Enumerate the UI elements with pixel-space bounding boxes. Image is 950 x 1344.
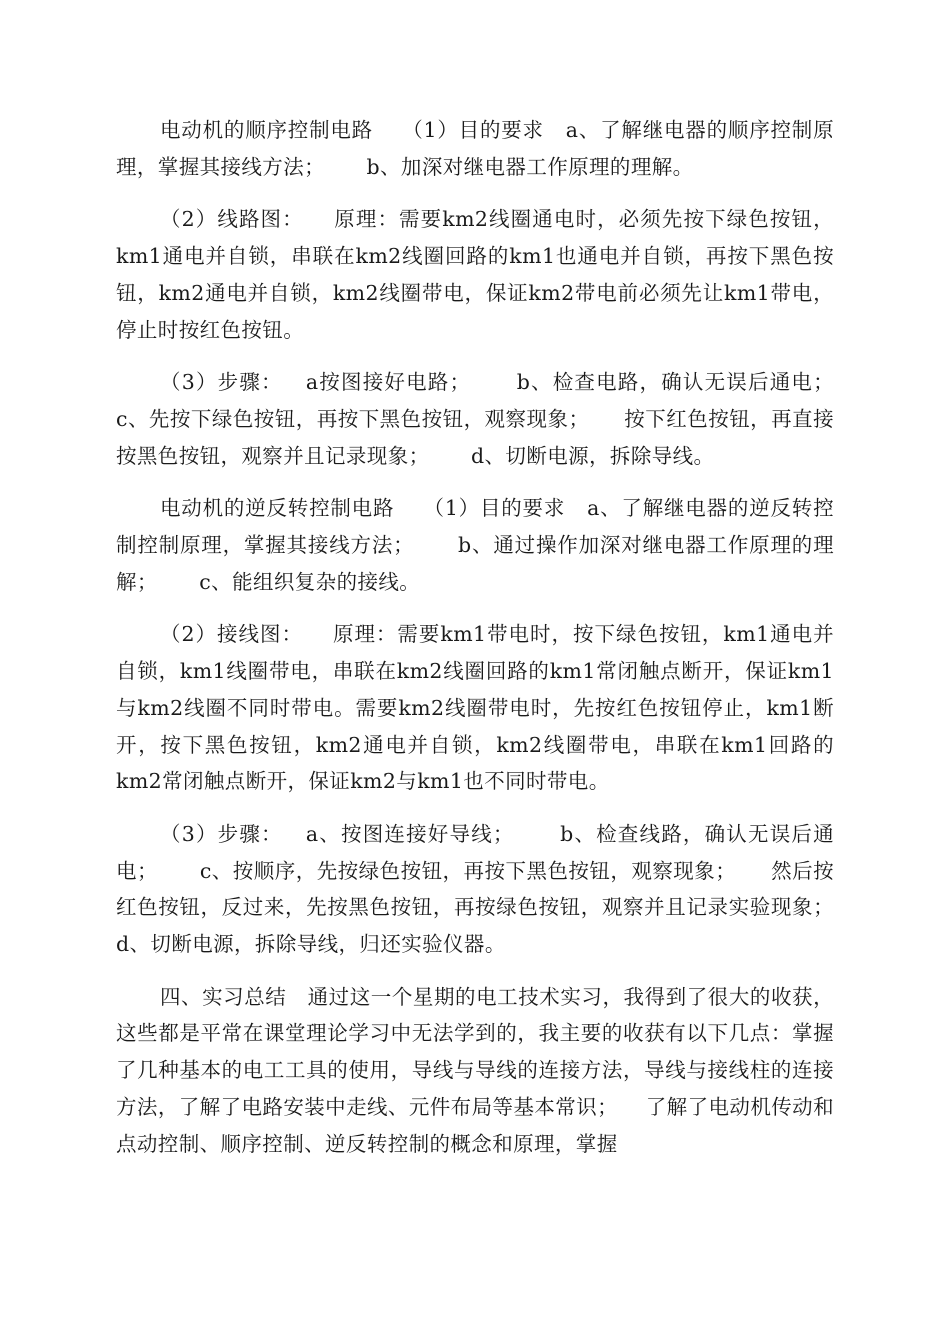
- paragraph-sequence-control-goals: 电动机的顺序控制电路 （1）目的要求 a、了解继电器的顺序控制原理，掌握其接线方法； b、加深对继电器工作原理的理解。: [116, 118, 834, 179]
- paragraph-reverse-control-goals: 电动机的逆反转控制电路 （1）目的要求 a、了解继电器的逆反转控制控制原理，掌握其接线方法； b、通过操作加深对继电器工作原理的理解； c、能组织复杂的接线。: [116, 496, 834, 594]
- paragraph-internship-summary: 四、实习总结 通过这一个星期的电工技术实习，我得到了很大的收获，这些都是平常在课堂理论学习中无法学到的，我主要的收获有以下几点：掌握了几种基本的电工工具的使用，导线与导线的连接方法，导线与接线柱的连接方法，了解了电路安装中走线、元件布局等基本常识； 了解了电动机传动和点动控制、顺序控制、逆反转控制的概念和原理，掌握: [116, 984, 834, 1156]
- paragraph-reverse-control-steps: （3）步骤： a、按图连接好导线； b、检查线路，确认无误后通电； c、按顺序，先按绿色按钮，再按下黑色按钮，观察现象； 然后按红色按钮，反过来，先按黑色按钮，再按绿色按钮，观察并且记录实验现象； d、切断电源，拆除导线，归还实验仪器。: [116, 821, 876, 957]
- paragraph-sequence-control-steps: （3）步骤： a按图接好电路； b、检查电路，确认无误后通电； c、先按下绿色按钮，再按下黑色按钮，观察现象； 按下红色按钮，再直接按黑色按钮，观察并且记录现象； d、切断电源，拆除导线。: [116, 370, 876, 468]
- paragraph-reverse-control-wiring: （2）接线图： 原理：需要km1带电时，按下绿色按钮，km1通电并自锁，km1线圈带电，串联在km2线圈回路的km1常闭触点断开，保证km1与km2线圈不同时带电。需要km2线圈带电时，先按红色按钮停止，km1断开，按下黑色按钮，km2通电并自锁，km2线圈带电，串联在km1回路的km2常闭触点断开，保证km2与km1也不同时带电。: [116, 622, 834, 794]
- document-body: [116, 112, 876, 1178]
- paragraph-sequence-control-wiring: （2）线路图： 原理：需要km2线圈通电时，必须先按下绿色按钮，km1通电并自锁，串联在km2线圈回路的km1也通电并自锁，再按下黑色按钮，km2通电并自锁，km2线圈带电，保证km2带电前必须先让km1带电，停止时按红色按钮。: [116, 207, 834, 342]
